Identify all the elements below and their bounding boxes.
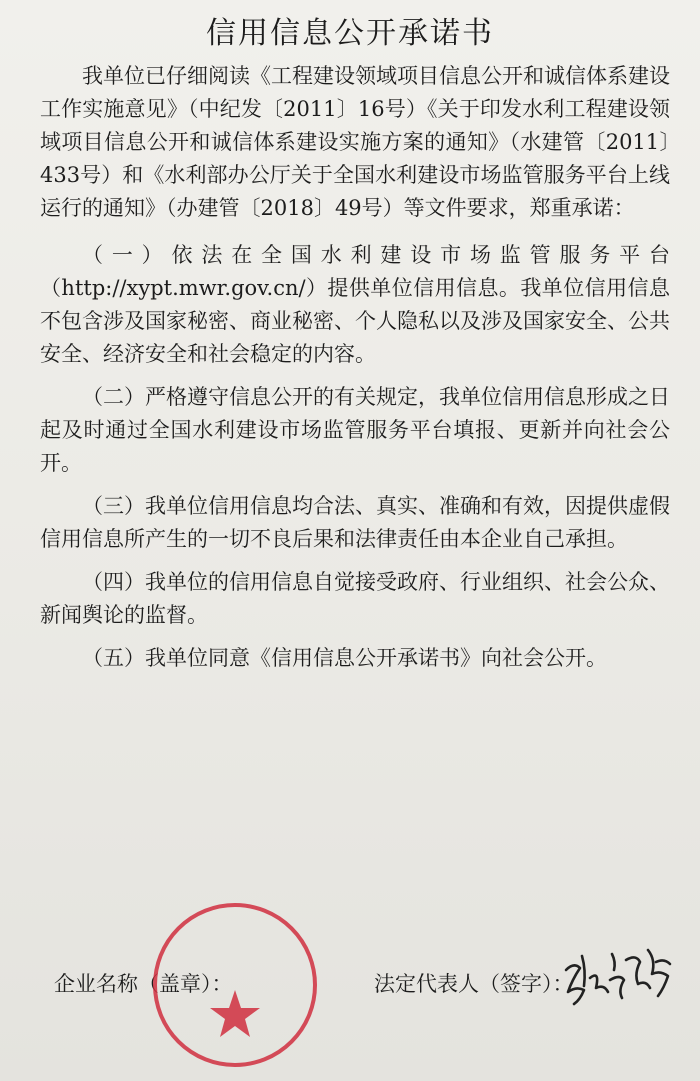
company-name-label: 企业名称（盖章）： [54, 972, 233, 996]
paragraph-item-2: （二）严格遵守信息公开的有关规定，我单位信用信息形成之日起及时通过全国水利建设市场监管服务平台填报、更新并向社会公开。 [40, 385, 670, 475]
paragraph-item-4: （四）我单位的信用信息自觉接受政府、行业组织、社会公众、新闻舆论的监督。 [40, 570, 670, 627]
company-seal-stamp [150, 900, 320, 1070]
seal-star-icon [210, 990, 260, 1037]
document-title: 信用信息公开承诺书 [206, 16, 494, 51]
legal-representative-label: 法定代表人（签字）： [374, 972, 574, 996]
handwritten-signature [560, 940, 675, 1010]
paragraph-item-1: （一）依法在全国水利建设市场监管服务平台（http://xypt.mwr.gov.cn/）提供单位信用信息。我单位信用信息不包含涉及国家秘密、商业秘密、个人隐私以及涉及国家安全、公共安全、经济安全和社会稳定的内容。 [40, 243, 670, 366]
document-body [40, 60, 670, 685]
paragraph-item-3: （三）我单位信用信息均合法、真实、准确和有效，因提供虚假信用信息所产生的一切不良后果和法律责任由本企业自己承担。 [40, 494, 670, 551]
paragraph-intro: 我单位已仔细阅读《工程建设领域项目信息公开和诚信体系建设工作实施意见》（中纪发〔2011〕16号）《关于印发水利工程建设领域项目信息公开和诚信体系建设实施方案的通知》（水建管〔2011〕433号）和《水利部办公厅关于全国水利建设市场监管服务平台上线运行的通知》（办建管〔2018〕49号）等文件要求，郑重承诺： [40, 64, 670, 220]
paragraph-item-5: （五）我单位同意《信用信息公开承诺书》向社会公开。 [82, 646, 607, 670]
